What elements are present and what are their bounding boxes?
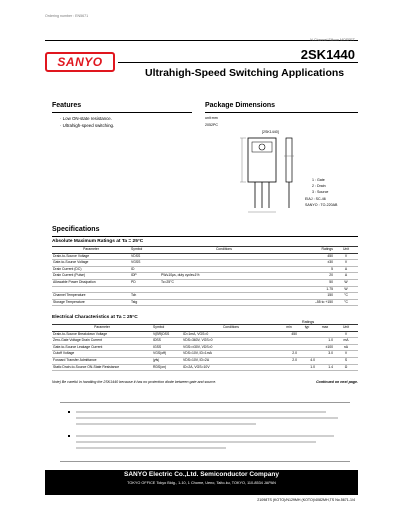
table-cell: VDSS xyxy=(130,253,160,260)
table-cell: V xyxy=(334,260,358,267)
table-header-row xyxy=(52,325,358,332)
column-header: Unit xyxy=(334,247,358,254)
table-cell xyxy=(160,299,288,306)
column-header: Symbol xyxy=(130,247,160,254)
table-cell xyxy=(52,286,130,293)
table-cell xyxy=(298,331,316,338)
footer-bar xyxy=(45,470,358,495)
disclaimer-line xyxy=(76,447,226,449)
table-cell: ID xyxy=(130,266,160,273)
table-row xyxy=(52,338,358,345)
table-cell: V(BR)DSS xyxy=(152,331,182,338)
ratings-group-label: Ratings xyxy=(302,320,315,324)
disclaimer-line xyxy=(76,423,256,425)
table-row xyxy=(52,286,358,293)
table-row xyxy=(52,253,358,260)
table-cell xyxy=(280,344,298,351)
feature-item: · Low ON-state resistance. xyxy=(60,116,112,121)
package-code: 2052PC xyxy=(205,123,218,127)
column-header: Parameter xyxy=(52,325,152,332)
table-cell: 4.0 xyxy=(298,357,316,364)
table-cell: A xyxy=(334,266,358,273)
table-cell: VGS=±30V, VDS=0 xyxy=(182,344,280,351)
table-cell: 5 xyxy=(288,266,334,273)
disclaimer-line xyxy=(76,417,338,419)
ordering-number: Ordering number : EN5671 xyxy=(45,14,89,18)
table-cell: IDP xyxy=(130,273,160,280)
table-header-row xyxy=(52,247,358,254)
table-cell: Tstg xyxy=(130,299,160,306)
bullet-icon xyxy=(68,411,70,413)
sanyo-logo: SANYO xyxy=(45,52,115,72)
eiaj-code: EIAJ : SC-46 xyxy=(305,197,326,201)
table-cell: Cutoff Voltage xyxy=(52,351,152,358)
table-row xyxy=(52,273,358,280)
table-cell: Channel Temperature xyxy=(52,293,130,300)
table-cell xyxy=(130,286,160,293)
device-type: N-Channel Silicon MOSFET xyxy=(310,38,355,42)
table-cell: VGS(off) xyxy=(152,351,182,358)
table-cell: PW≤10μs, duty cycle≤1% xyxy=(160,273,288,280)
disclaimer-line xyxy=(76,411,326,413)
disclaimer-line xyxy=(76,435,334,437)
package-label: [2SK1440] xyxy=(262,130,279,134)
table-cell: Drain-to-Source Voltage xyxy=(52,253,130,260)
title-rule xyxy=(118,62,358,63)
pin-label: 1 : Gate xyxy=(312,178,325,182)
column-header: min xyxy=(280,325,298,332)
table-cell: A xyxy=(334,273,358,280)
table-cell: Drain Current (DC) xyxy=(52,266,130,273)
table-cell: ID=1mA, VGS=0 xyxy=(182,331,280,338)
table-cell xyxy=(298,351,316,358)
table-cell: Storage Temperature xyxy=(52,299,130,306)
table-cell: |yfs| xyxy=(152,357,182,364)
part-number: 2SK1440 xyxy=(300,47,355,62)
table-cell: Drain-to-Source Breakdown Voltage xyxy=(52,331,152,338)
table-cell: 50 xyxy=(288,279,334,286)
table-cell xyxy=(160,266,288,273)
column-header: Conditions xyxy=(160,247,288,254)
handling-note: Note) Be careful in handling the 2SK1440 because it has no protection diode between gate and source. xyxy=(52,380,217,384)
pin-label: 2 : Drain xyxy=(312,184,326,188)
table-cell: 2.0 xyxy=(280,357,298,364)
table-cell: RDS(on) xyxy=(152,364,182,371)
table-cell: IGSS xyxy=(152,344,182,351)
table-cell: ID=2A, VGS=10V xyxy=(182,364,280,371)
table-cell: 2.0 xyxy=(280,351,298,358)
table-row xyxy=(52,357,358,364)
specifications-rule xyxy=(52,236,358,237)
table-row xyxy=(52,344,358,351)
table-cell: Ω xyxy=(334,364,358,371)
table-cell: 150 xyxy=(288,293,334,300)
pin-label: 3 : Source xyxy=(312,190,329,194)
continued-note: Continued on next page. xyxy=(316,380,358,384)
package-heading: Package Dimensions xyxy=(205,102,276,109)
column-header: Parameter xyxy=(52,247,130,254)
table-cell: –55 to +150 xyxy=(288,299,334,306)
table-row xyxy=(52,299,358,306)
table-cell: ±30 xyxy=(288,260,334,267)
features-rule xyxy=(52,112,192,113)
disclaimer-box xyxy=(60,402,350,462)
table-cell: Tch xyxy=(130,293,160,300)
table-cell: VDS=10V, ID=1mA xyxy=(182,351,280,358)
column-header: Conditions xyxy=(182,325,280,332)
table-cell: Zero-Gate Voltage Drain Current xyxy=(52,338,152,345)
column-header: max xyxy=(316,325,334,332)
table-cell: VGSS xyxy=(130,260,160,267)
table-cell xyxy=(298,344,316,351)
bullet-icon xyxy=(68,435,70,437)
table-cell: VDS=10V, ID=2A xyxy=(182,357,280,364)
table-cell xyxy=(280,338,298,345)
package-rule xyxy=(205,112,358,113)
sanyo-code: SANYO : TO-220AB xyxy=(305,203,338,207)
abs-max-table xyxy=(52,246,358,306)
package-unit: unit:mm xyxy=(205,116,218,120)
page-title: Ultrahigh-Speed Switching Applications xyxy=(145,67,345,79)
table-cell: Gate-to-Source Voltage xyxy=(52,260,130,267)
table-cell: 450 xyxy=(288,253,334,260)
table-cell: W xyxy=(334,286,358,293)
table-cell: 20 xyxy=(288,273,334,280)
table-cell: ±100 xyxy=(316,344,334,351)
table-cell: Tc=25°C xyxy=(160,279,288,286)
table-row xyxy=(52,279,358,286)
table-cell: 3.0 xyxy=(316,351,334,358)
document-code: 21098TS (KOTO)/N129MH (KOTO)/4082MH,TS No.5671-1/4 xyxy=(257,498,355,502)
disclaimer-line xyxy=(76,441,316,443)
feature-item: · Ultrahigh-speed switching. xyxy=(60,123,115,128)
table-row xyxy=(52,331,358,338)
table-cell xyxy=(316,357,334,364)
table-cell xyxy=(160,293,288,300)
table-cell: mA xyxy=(334,338,358,345)
table-cell: Drain Current (Pulse) xyxy=(52,273,130,280)
table-cell xyxy=(160,253,288,260)
table-cell: S xyxy=(334,357,358,364)
table-cell: nA xyxy=(334,344,358,351)
table-cell: W xyxy=(334,279,358,286)
table-cell: Forward Transfer Admittance xyxy=(52,357,152,364)
package-drawing xyxy=(228,136,308,216)
electrical-table xyxy=(52,324,358,371)
table-cell: V xyxy=(334,331,358,338)
table-cell: 1.0 xyxy=(316,338,334,345)
table-cell: IDSS xyxy=(152,338,182,345)
table-cell: 1.0 xyxy=(298,364,316,371)
table-cell: VDS=360V, VGS=0 xyxy=(182,338,280,345)
table-cell: °C xyxy=(334,299,358,306)
column-header: Ratings xyxy=(288,247,334,254)
table-cell: 1.4 xyxy=(316,364,334,371)
table-row xyxy=(52,260,358,267)
table-cell: Static Drain-to-Source ON-State Resistance xyxy=(52,364,152,371)
features-heading: Features xyxy=(52,102,82,109)
table-row xyxy=(52,364,358,371)
table-cell xyxy=(160,260,288,267)
column-header: typ xyxy=(298,325,316,332)
table-cell: Gate-to-Source Leakage Current xyxy=(52,344,152,351)
table-row xyxy=(52,293,358,300)
column-header: Unit xyxy=(334,325,358,332)
table-cell: 1.75 xyxy=(288,286,334,293)
table-cell xyxy=(280,364,298,371)
table-cell: 450 xyxy=(280,331,298,338)
table-cell: V xyxy=(334,351,358,358)
footer-company: SANYO Electric Co.,Ltd. Semiconductor Company xyxy=(124,471,279,478)
table-cell xyxy=(298,338,316,345)
column-header: Symbol xyxy=(152,325,182,332)
table-cell xyxy=(160,286,288,293)
electrical-heading: Electrical Characteristics at Ta = 25°C xyxy=(52,315,138,320)
table-cell: V xyxy=(334,253,358,260)
table-cell: °C xyxy=(334,293,358,300)
table-row xyxy=(52,351,358,358)
abs-max-heading: Absolute Maximum Ratings at Ta = 25°C xyxy=(52,239,144,244)
specifications-heading: Specifications xyxy=(52,226,100,233)
table-cell xyxy=(316,331,334,338)
footer-address: TOKYO OFFICE Tokyo Bldg., 1-10, 1 Chome, Ueno, Taito-ku, TOKYO, 110-8534 JAPAN xyxy=(127,481,276,485)
table-cell: Allowable Power Dissipation xyxy=(52,279,130,286)
table-cell: PD xyxy=(130,279,160,286)
table-row xyxy=(52,266,358,273)
